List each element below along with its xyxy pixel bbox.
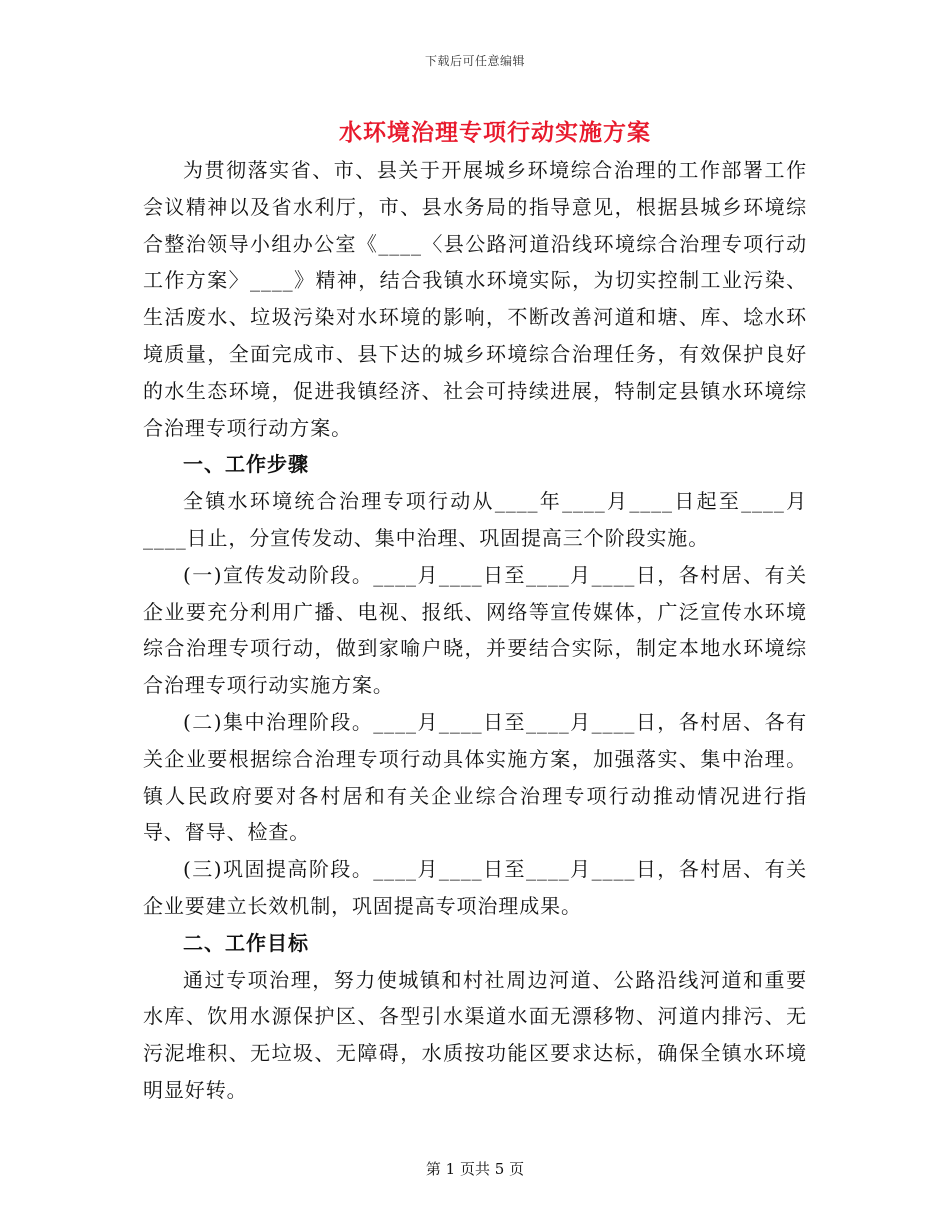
document-title: 水环境治理专项行动实施方案 [339, 119, 651, 146]
work-steps-paragraph: 全镇水环境统合治理专项行动从____年____月____日起至____月____日止，分宣传发动、集中治理、巩固提高三个阶段实施。 [143, 489, 807, 550]
stage-one-paragraph: (一)宣传发动阶段。____月____日至____月____日，各村居、有关企业要充分利用广播、电视、报纸、网络等宣传媒体，广泛宣传水环境综合治理专项行动，做到家喻户晓，并要结合实际，制定本地水环境综合治理专项行动实施方案。 [143, 562, 807, 698]
stage-two-paragraph: (二)集中治理阶段。____月____日至____月____日，各村居、各有关企业要根据综合治理专项行动具体实施方案，加强落实、集中治理。镇人民政府要对各村居和有关企业综合治理专项行动推动情况进行指导、督导、检查。 [143, 709, 807, 845]
page-indicator: 第 1 页共 5 页 [425, 1160, 525, 1178]
intro-paragraph: 为贯彻落实省、市、县关于开展城乡环境综合治理的工作部署工作会议精神以及省水利厅，市、县水务局的指导意见，根据县城乡环境综合整治领导小组办公室《____〈县公路河道沿线环境综合治理专项行动工作方案〉____》精神，结合我镇水环境实际，为切实控制工业污染、生活废水、垃圾污染对水环境的影响，不断改善河道和塘、库、埝水环境质量，全面完成市、县下达的城乡环境综合治理任务，有效保护良好的水生态环境，促进我镇经济、社会可持续进展，特制定县镇水环境综合治理专项行动方案。 [143, 158, 807, 440]
document-body [143, 152, 807, 1109]
stage-three-paragraph: (三)巩固提高阶段。____月____日至____月____日，各村居、有关企业要建立长效机制，巩固提高专项治理成果。 [143, 857, 807, 918]
work-goals-paragraph: 通过专项治理，努力使城镇和村社周边河道、公路沿线河道和重要水库、饮用水源保护区、各型引水渠道水面无漂移物、河道内排污、无污泥堆积、无垃圾、无障碍，水质按功能区要求达标，确保全镇水环境明显好转。 [143, 967, 807, 1102]
section-heading-work-goals: 二、工作目标 [183, 930, 309, 955]
page-header-note: 下载后可任意编辑 [424, 54, 525, 68]
section-heading-work-steps: 一、工作步骤 [183, 452, 309, 477]
